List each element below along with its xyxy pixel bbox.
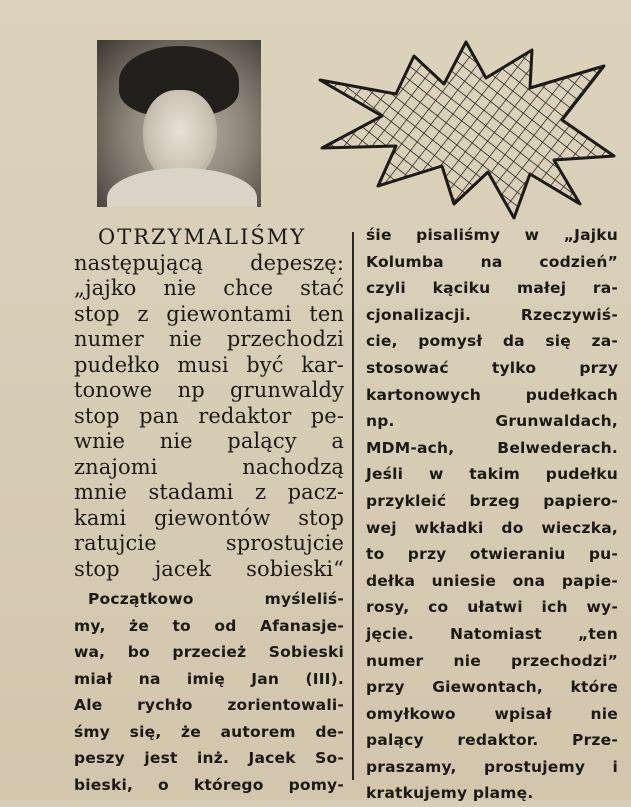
body-line: śmy się, że autorem de- (74, 722, 344, 741)
telegram-line: stop jacek sobieski“ (74, 556, 344, 581)
body-line: rosy, co ułatwi ich wy- (366, 598, 618, 617)
telegram-line: numer nie przechodzi (74, 327, 344, 351)
body-line: palący redaktor. Prze- (366, 731, 618, 750)
body-line: my, że to od Afanasje- (74, 616, 344, 635)
body-line: czyli kąciku małej ra- (366, 279, 618, 298)
column-divider (352, 232, 354, 780)
body-line: praszamy, prostujemy i (366, 757, 618, 776)
body-line: bieski, o którego pomy- (74, 775, 344, 794)
portrait-collar (107, 168, 257, 207)
telegram-line: kami giewontów stop (74, 505, 344, 530)
body-line: cjonalizacji. Rzeczywiś- (366, 305, 618, 324)
body-line: przy Giewontach, które (366, 678, 618, 697)
telegram-line: stop pan redaktor pe- (74, 403, 344, 428)
body-line: śie pisaliśmy w „Jajku (366, 226, 618, 244)
telegram-line: mnie stadami z pacz- (74, 480, 344, 504)
telegram-line: stop z giewontami ten (74, 301, 344, 326)
body-line: dełka uniesie ona papie- (366, 571, 618, 590)
telegram-line: „jajko nie chce stać (74, 276, 344, 300)
body-line: wa, bo przecież Sobieski (74, 643, 344, 661)
portrait-photo (97, 40, 261, 207)
body-line: Początkowo myśleliś- (88, 590, 344, 608)
body-line: cie, pomysł da się za- (366, 332, 618, 351)
body-line: numer nie przechodzi” (366, 651, 618, 670)
telegram-line: następującą depeszę: (74, 250, 344, 275)
body-line: peszy jest inż. Jacek So- (74, 749, 344, 767)
body-line: omyłkowo wpisał nie (366, 704, 618, 723)
body-line: miał na imię Jan (III). (74, 669, 344, 688)
body-line: jęcie. Natomiast „ten (366, 624, 618, 643)
telegram-line: ratujcie sprostujcie (74, 531, 344, 555)
body-line: np. Grunwaldach, (366, 412, 618, 431)
body-line: Jeśli w takim pudełku (366, 465, 618, 484)
body-line: wej wkładki do wieczka, (366, 518, 618, 537)
body-line: to przy otwieraniu pu- (366, 545, 618, 564)
telegram-line: tonowe np grunwaldy (74, 378, 344, 402)
body-line: MDM-ach, Belwederach. (366, 438, 618, 457)
telegram-line: wnie nie palący a (74, 429, 344, 453)
body-line: przykleić brzeg papiero- (366, 491, 618, 510)
telegram-line: pudełko musi być kar- (74, 352, 344, 377)
left-column (74, 225, 344, 798)
crosshatched-stain-illustration (318, 36, 618, 221)
telegram-line: znajomi nachodzą (74, 454, 344, 479)
article-title: OTRZYMALIŚMY (98, 225, 307, 249)
stain-shape (320, 42, 614, 218)
body-line: stosować tylko przy (366, 358, 618, 377)
body-line: kartonowych pudełkach (366, 385, 618, 404)
body-line: Ale rychło zorientowali- (74, 696, 344, 714)
body-line: Kolumba na codzień” (366, 252, 618, 271)
right-column (366, 222, 618, 807)
body-line-last: kratkujemy plamę. (366, 784, 534, 803)
